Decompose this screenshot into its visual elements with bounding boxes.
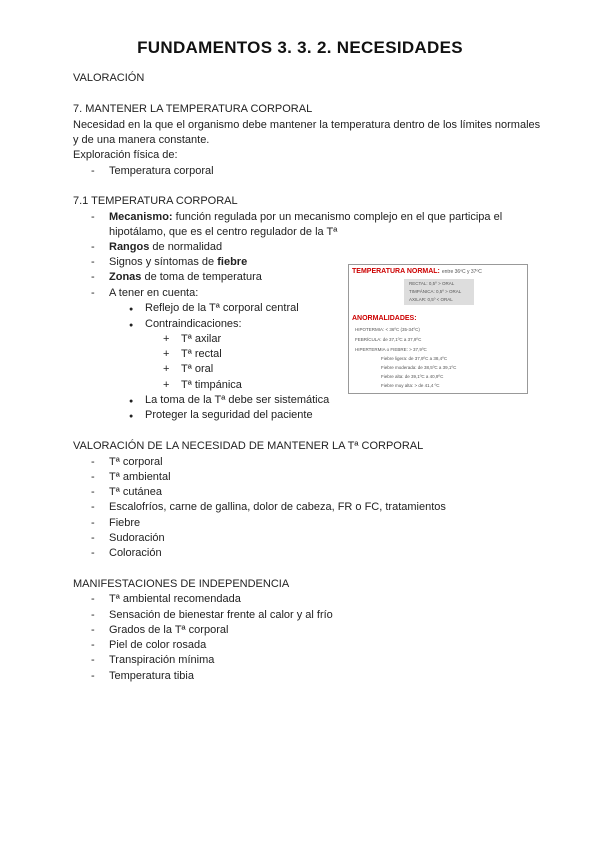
temperature-reference-image [348,264,528,394]
list-item: - Tª ambiental [91,471,171,483]
section-heading-valoracion: VALORACIÓN [73,72,145,84]
figure-text: Fiebre alta: de 39,1ºC a 40,9ºC [381,374,444,379]
figure-text: HIPOTERMIA: < 36ºC (35-34ºC) [355,327,420,332]
list-item: - Temperatura corporal [91,165,214,177]
figure-abnormal-title: ANORMALIDADES: [352,315,417,322]
page-title: FUNDAMENTOS 3. 3. 2. NECESIDADES [137,38,463,57]
list-item: - Coloración [91,547,162,559]
list-item: - Transpiración mínima [91,654,215,666]
list-item: - Fiebre [91,517,141,529]
section-heading-manifestaciones: MANIFESTACIONES DE INDEPENDENCIA [73,578,290,590]
list-item-continuation: hipotálamo, que es el centro regulador de la Tª [109,226,338,238]
list-item: - Zonas de toma de temperatura [91,271,262,283]
paragraph: Necesidad en la que el organismo debe mantener la temperatura dentro de los límites normales [73,119,541,131]
figure-text: Fiebre ligera: de 37,9ºC a 38,4ºC [381,356,448,361]
paragraph: Exploración física de: [73,149,178,161]
figure-text: HIPERTERMIA o FIEBRE: > 37,9ºC [355,347,427,352]
section-heading-valoracion-necesidad: VALORACIÓN DE LA NECESIDAD DE MANTENER LA Tª CORPORAL [73,440,424,452]
figure-normal-title: TEMPERATURA NORMAL: entre 36ºC y 37ºC [352,268,482,275]
figure-text: FEBRÍCULA: de 37,1ºC a 37,9ºC [355,337,422,342]
figure-text: TIMPÁNICA: 0,5º > ORAL [409,289,462,294]
list-item: - Mecanismo: función regulada por un mecanismo complejo en el que participa el [91,211,503,223]
list-item: - Temperatura tibia [91,670,194,682]
list-item: - Rangos de normalidad [91,241,223,253]
list-item: - Signos y síntomas de fiebre [91,256,248,268]
list-item: - A tener en cuenta: [91,287,199,299]
sub-list-item: ● Contraindicaciones: [129,318,242,330]
list-item: - Tª corporal [91,456,163,468]
sub-sub-list-item: + Tª axilar [163,333,222,345]
figure-text: RECTAL: 0,5º > ORAL [409,281,455,286]
sub-sub-list-item: + Tª rectal [163,348,222,360]
figure-text: Fiebre muy alta: > de 41,4 ºC [381,383,440,388]
paragraph: y de una manera constante. [73,134,210,146]
sub-list-item: ● La toma de la Tª debe ser sistemática [129,394,330,406]
figure-text: Fiebre moderada: de 38,5ºC a 39,1ºC [381,365,457,370]
sub-sub-list-item: + Tª timpánica [163,379,242,391]
sub-list-item: ● Proteger la seguridad del paciente [129,409,313,421]
list-item: - Piel de color rosada [91,639,207,651]
list-item: - Tª cutánea [91,486,162,498]
figure-text: AXILAR: 0,5º < ORAL [409,297,453,302]
list-item: - Grados de la Tª corporal [91,624,229,636]
list-item: - Sensación de bienestar frente al calor y al frío [91,609,333,621]
sub-sub-list-item: + Tª oral [163,363,214,375]
section-heading-temperature: 7. MANTENER LA TEMPERATURA CORPORAL [73,103,313,115]
list-item: - Sudoración [91,532,165,544]
list-item: - Tª ambiental recomendada [91,593,241,605]
section-heading-71: 7.1 TEMPERATURA CORPORAL [73,195,238,207]
sub-list-item: ● Reflejo de la Tª corporal central [129,302,299,314]
list-item: - Escalofríos, carne de gallina, dolor de cabeza, FR o FC, tratamientos [91,501,446,513]
